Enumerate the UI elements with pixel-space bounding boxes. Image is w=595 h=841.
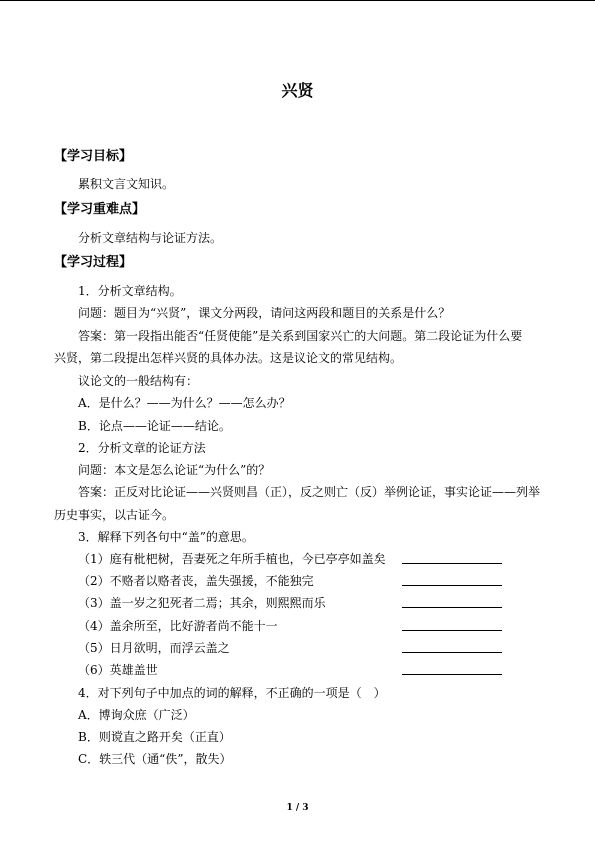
sentence-3: （3）盖一岁之犯死者二焉；其余，则熙熙而乐 — [78, 596, 326, 610]
sentence-2: （2）不赂者以赂者丧，盖失强援，不能独完 — [78, 574, 314, 588]
item-1: 1．分析文章结构。 — [78, 284, 182, 298]
structure-intro: 议论文的一般结构有： — [78, 374, 199, 388]
question-4-option-a: A．博询众庶（广泛） — [78, 708, 195, 722]
header-rule — [0, 0, 595, 1]
option-b: B．论点——论证——结论。 — [78, 419, 231, 433]
answer-2-line-2: 历史事实，以古证今。 — [54, 508, 175, 522]
option-a: A．是什么？——为什么？——怎么办？ — [78, 396, 291, 410]
sentence-6: （6）英雄盖世 — [78, 663, 158, 677]
keypoints-heading: 【学习重难点】 — [54, 202, 146, 217]
question-4-option-b: B．则谠直之路开矣（正直） — [78, 730, 231, 744]
sentence-1: （1）庭有枇杷树，吾妻死之年所手植也，今已亭亭如盖矣 — [78, 552, 386, 566]
process-heading: 【学习过程】 — [54, 255, 133, 270]
page-number: 1 / 3 — [286, 803, 309, 813]
answer-blank-6[interactable] — [402, 674, 502, 675]
question-1: 问题：题目为“兴贤”，课文分两段，请问这两段和题目的关系是什么？ — [78, 306, 451, 320]
answer-blank-1[interactable] — [402, 563, 502, 564]
keypoints-text: 分析文章结构与论证方法。 — [78, 231, 223, 245]
item-4: 4．对下列句子中加点的词的解释，不正确的一项是（ ） — [78, 686, 386, 700]
item-2: 2．分析文章的论证方法 — [78, 441, 206, 455]
answer-2-line-1: 答案：正反对比论证——兴贤则昌（正），反之则亡（反）举例论证，事实论证——列举 — [78, 485, 541, 499]
sentence-5: （5）日月欲明，而浮云盖之 — [78, 641, 230, 655]
answer-blank-5[interactable] — [402, 652, 502, 653]
objectives-text: 累积文言文知识。 — [78, 177, 175, 191]
page-title: 兴贤 — [281, 81, 314, 100]
answer-1-line-2: 兴贤，第二段提出怎样兴贤的具体办法。这是议论文的常见结构。 — [54, 351, 403, 365]
question-4-option-c: C．轶三代（通“佚”，散失） — [78, 752, 232, 766]
sentence-4: （4）盖余所至，比好游者尚不能十一 — [78, 619, 278, 633]
answer-blank-2[interactable] — [402, 585, 502, 586]
answer-blank-3[interactable] — [402, 607, 502, 608]
question-2: 问题：本文是怎么论证“为什么”的？ — [78, 463, 271, 477]
answer-blank-4[interactable] — [402, 630, 502, 631]
objectives-heading: 【学习目标】 — [54, 149, 133, 164]
answer-1-line-1: 答案：第一段指出能否“任贤使能”是关系到国家兴亡的大问题。第二段论证为什么要 — [78, 329, 523, 343]
item-3: 3．解释下列各句中“盖”的意思。 — [78, 530, 254, 544]
